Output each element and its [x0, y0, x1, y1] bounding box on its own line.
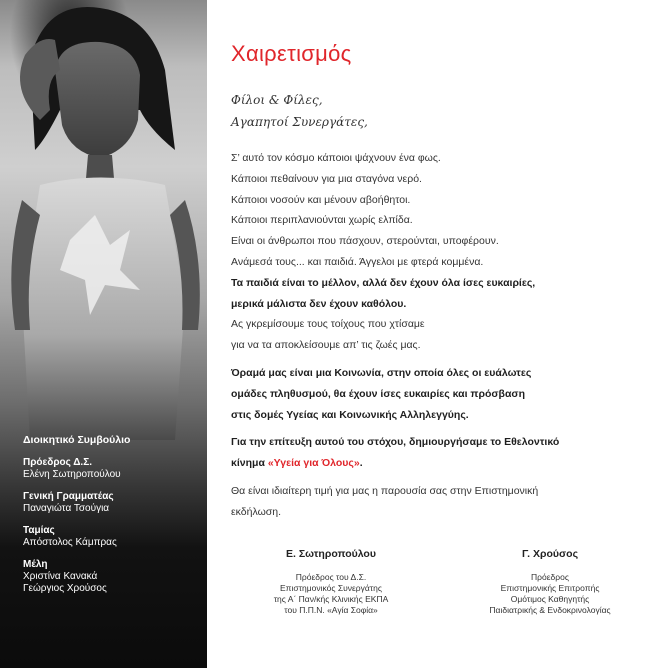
board-role: Μέλη: [23, 559, 48, 570]
emphasis-line: Τα παιδιά είναι το μέλλον, αλλά δεν έχουν όλα ίσες ευκαιρίες,: [231, 276, 536, 289]
walls-line: για να τα αποκλείσουμε απ’ τις ζωές μας.: [231, 339, 421, 352]
board-group-treasurer: [23, 525, 203, 549]
goal-prefix: κίνημα: [231, 457, 268, 470]
goal-movement-line: [231, 453, 651, 474]
signatory-title: της Α΄ Παν/κής Κλινικής ΕΚΠΑ: [273, 594, 389, 604]
board-role: Πρόεδρος Δ.Σ.: [23, 457, 92, 468]
walls-line: Ας γκρεμίσουμε τους τοίχους που χτίσαμε: [231, 318, 425, 331]
vision-line: στις δομές Υγείας και Κοινωνικής Αλληλεγγύης.: [231, 408, 469, 421]
poem-line: Είναι οι άνθρωποι που πάσχουν, στερούνται, υποφέρουν.: [231, 235, 499, 248]
signatory-title: Παιδιατρικής & Ενδοκρινολογίας: [489, 605, 611, 615]
board-member-name: Χριστίνα Κανακά: [23, 571, 98, 582]
board-role: Γενική Γραμματέας: [23, 491, 114, 502]
closing-line: Θα είναι ιδιαίτερη τιμή για μας η παρουσία σας στην Επιστημονική: [231, 484, 539, 497]
goal-suffix: .: [359, 457, 363, 470]
board-group-president: [23, 457, 203, 481]
board-title: Διοικητικό Συμβούλιο: [23, 434, 131, 446]
salutation-line: Αγαπητοί Συνεργάτες,: [231, 115, 368, 129]
left-panel: [0, 0, 207, 668]
child-photo: [0, 0, 207, 440]
salutation-line: Φίλοι & Φίλες,: [231, 93, 323, 107]
emphasis-line: μερικά μάλιστα δεν έχουν καθόλου.: [231, 297, 407, 310]
poem-line: Κάποιοι περιπλανιούνται χωρίς ελπίδα.: [231, 214, 413, 227]
board-member-name: Απόστολος Κάμπρας: [23, 537, 117, 548]
board-role: Ταμίας: [23, 525, 55, 536]
signatory-name: Ε. Σωτηροπούλου: [286, 548, 376, 560]
closing-line: εκδήλωση.: [231, 505, 282, 518]
board-group-secretary: [23, 491, 203, 515]
signatory-name: Γ. Χρούσος: [521, 548, 579, 560]
movement-name: «Υγεία για Όλους»: [267, 457, 360, 470]
signature-right: [465, 548, 635, 616]
signatory-title: του Π.Π.Ν. «Αγία Σοφία»: [284, 605, 378, 615]
board-member-name: Ελένη Σωτηροπούλου: [23, 469, 121, 480]
goal-line: Για την επίτευξη αυτού του στόχου, δημιουργήσαμε το Εθελοντικό: [231, 436, 560, 449]
vision-line: ομάδες πληθυσμού, θα έχουν ίσες ευκαιρίες και πρόσβαση: [231, 387, 526, 400]
signatory-title: Πρόεδρος του Δ.Σ.: [295, 572, 367, 582]
signature-left: [246, 548, 416, 616]
board-member-name: Παναγιώτα Τσούγια: [23, 503, 110, 514]
poem-line: Κάποιοι νοσούν και μένουν αβοήθητοι.: [231, 193, 411, 206]
page-title: Χαιρετισμός: [231, 41, 352, 66]
board-group-members: [23, 559, 203, 595]
board-of-directors: [23, 434, 203, 605]
signatory-title: Επιστημονικής Επιτροπής: [500, 583, 600, 593]
poem-line: Κάποιοι πεθαίνουν για μια σταγόνα νερό.: [231, 172, 422, 185]
vision-line: Όραμά μας είναι μια Κοινωνία, στην οποία όλες οι ευάλωτες: [231, 366, 532, 379]
signatory-title: Επιστημονικός Συνεργάτης: [280, 583, 382, 593]
poem-line: Ανάμεσά τους... και παιδιά. Άγγελοι με φτερά κομμένα.: [231, 255, 484, 268]
letter-body: [231, 148, 651, 523]
board-member-name: Γεώργιος Χρούσος: [23, 583, 107, 594]
signatory-title: Πρόεδρος: [531, 572, 569, 582]
signatory-title: Ομότιμος Καθηγητής: [510, 594, 590, 604]
poem-line: Σ’ αυτό τον κόσμο κάποιοι ψάχνουν ένα φως.: [231, 152, 441, 164]
salutation: [231, 89, 368, 133]
